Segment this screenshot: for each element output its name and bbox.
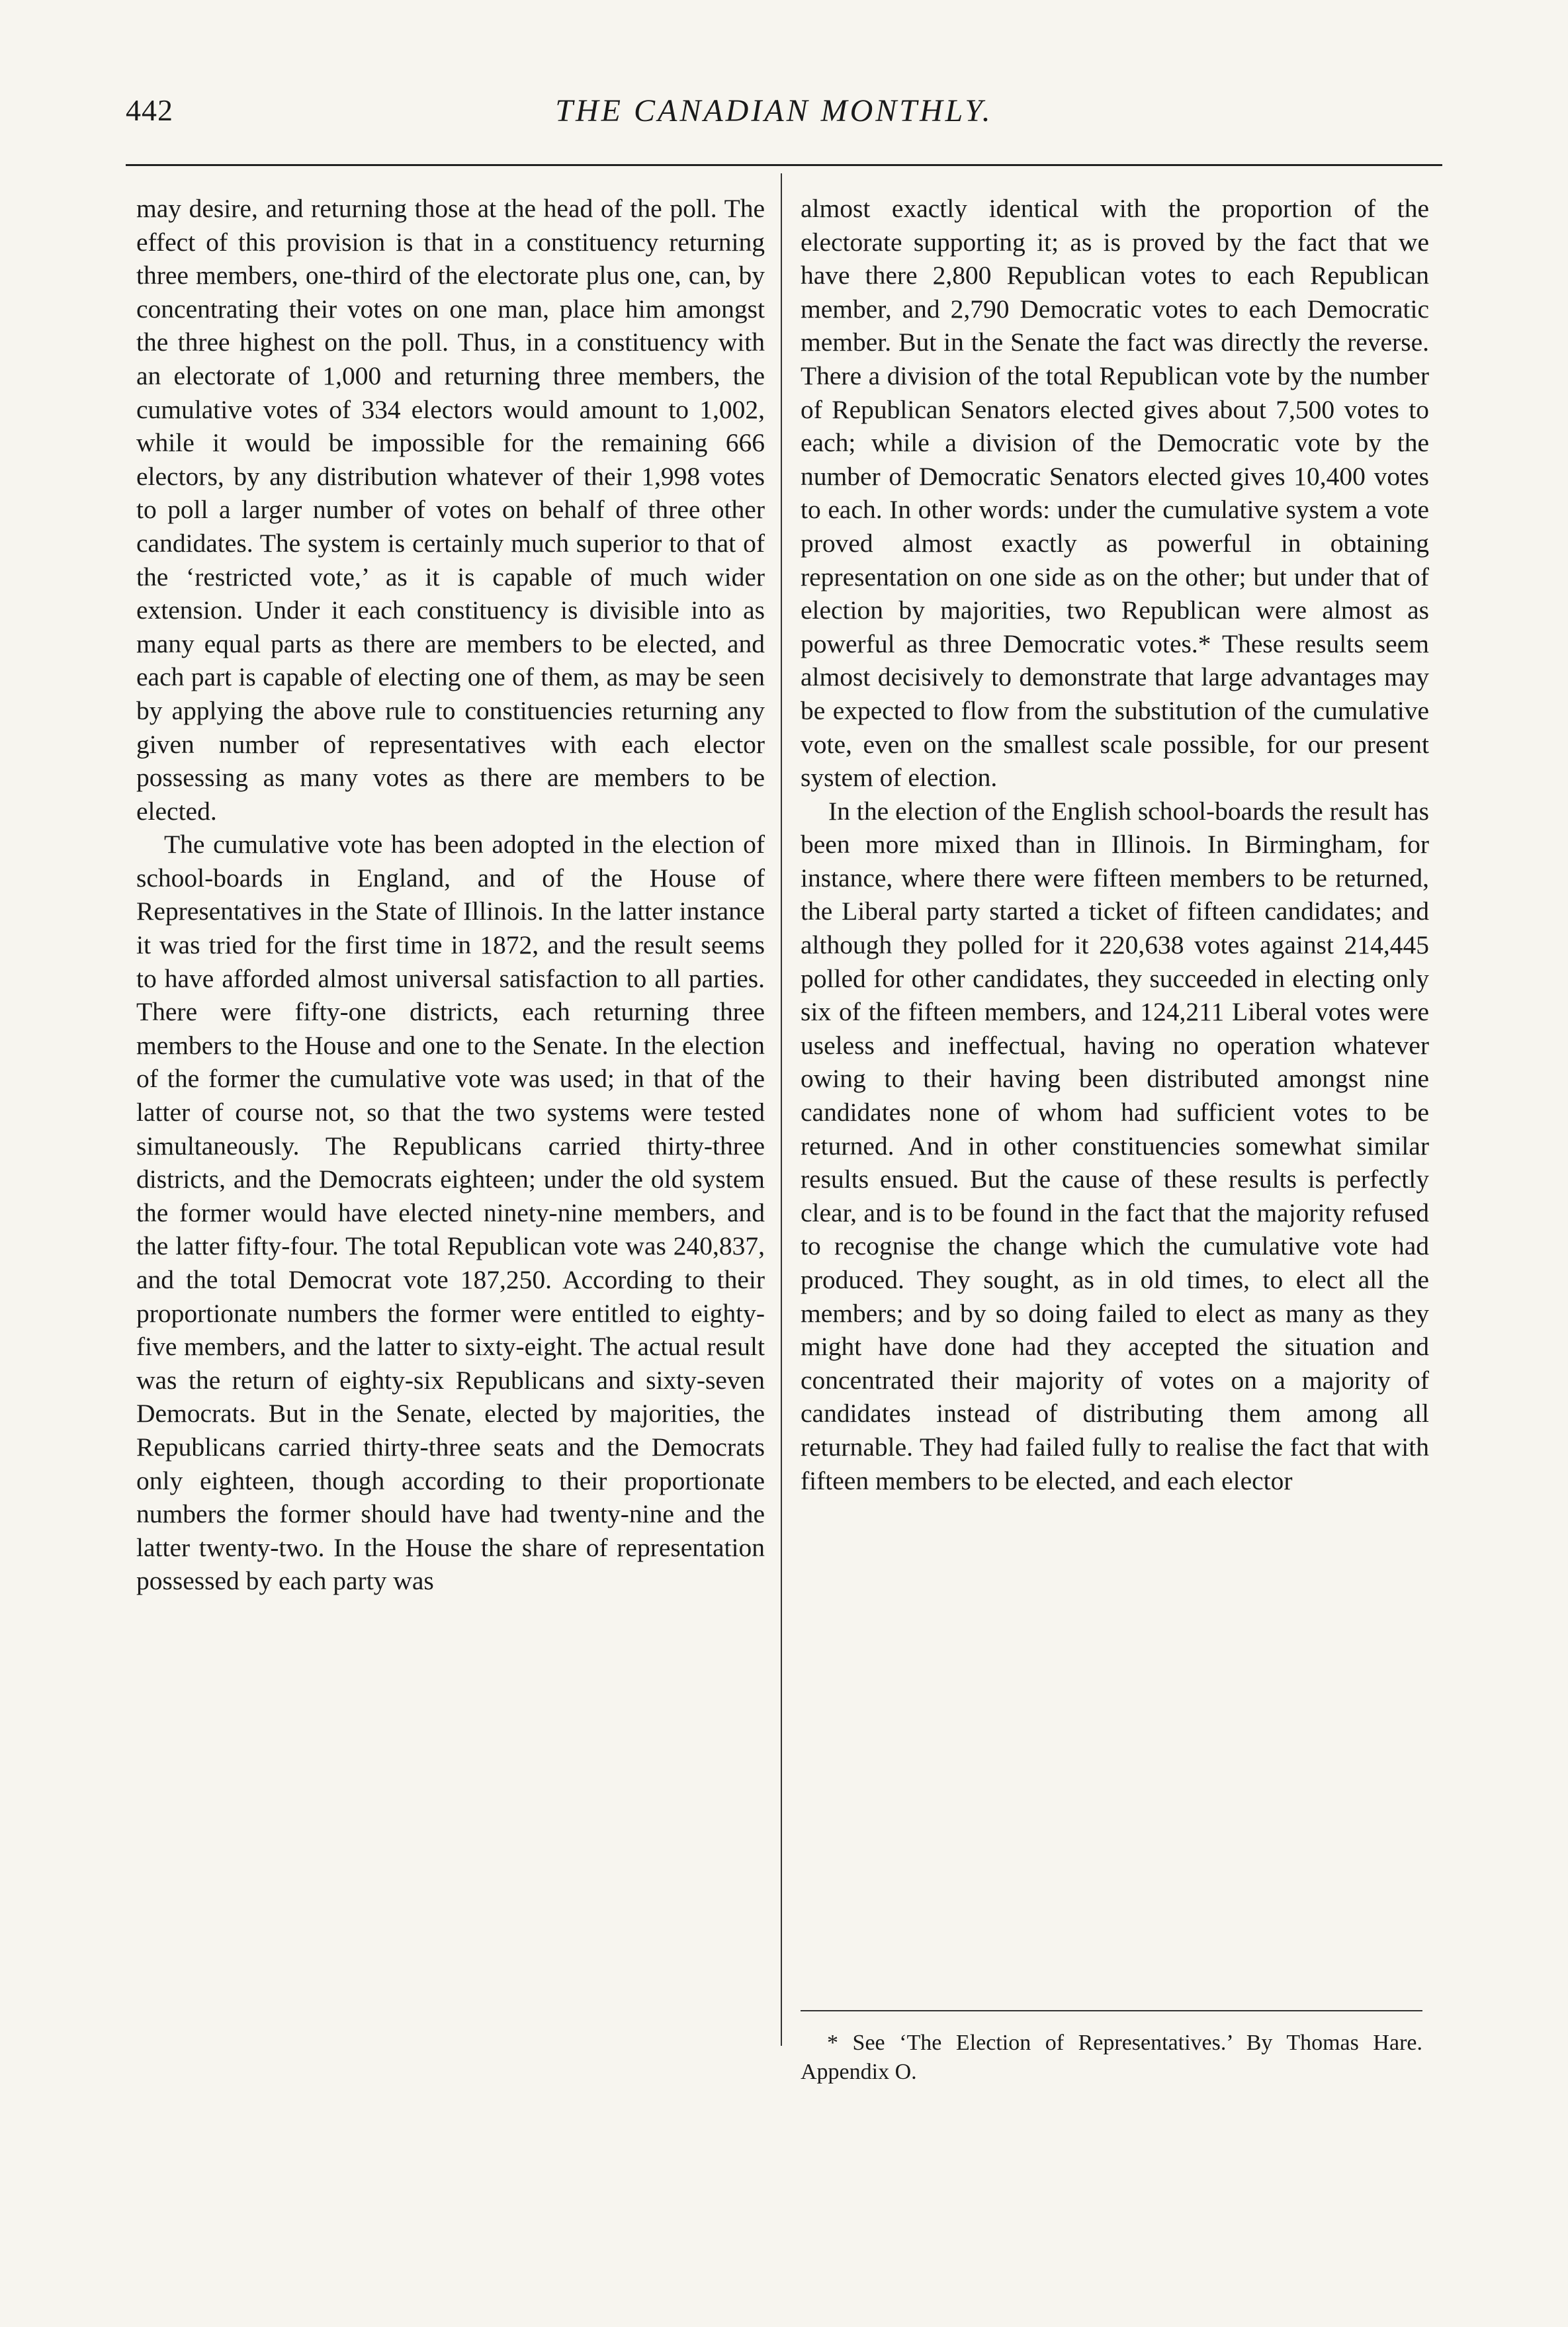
page-header	[126, 93, 1422, 146]
footnote-rule	[801, 2010, 1422, 2011]
left-column	[136, 192, 765, 1598]
right-paragraph-1: almost exactly identical with the proportion of the electorate supporting it; as is proved by the fact that we have there 2,800 Republican votes to each Republican member, and 2,790 Democratic votes to each Democratic member. But in the Senate the fact was directly the reverse. There a division of the total Republican vote by the number of Republican Senators elected gives about 7,500 votes to each; while a division of the Democratic vote by the number of Democratic Senators elected gives 10,400 votes to each. In other words: under the cumulative system a vote proved almost exactly as powerful in obtaining representation on one side as on the other; but under that of election by majorities, two Republican were almost as powerful as three Democratic votes.* These results seem almost decisively to demonstrate that large advantages may be expected to flow from the substitution of the cumulative vote, even on the smallest scale possible, for our present system of election.	[801, 194, 1429, 793]
footnote	[801, 2029, 1422, 2087]
right-paragraph-2: In the election of the English school-boards the result has been more mixed than in Illinois. In Birmingham, for instance, where there were fifteen members to be returned, the Liberal party started a ticket of fifteen candidates; and although they polled for it 220,638 votes against 214,445 polled for other candidates, they succeeded in electing only six of the fifteen members, and 124,211 Liberal votes were useless and ineffectual, having no operation whatever owing to their having been distributed amongst nine candidates none of whom had sufficient votes to be returned. And in other constituencies somewhat similar results ensued. But the cause of these results is perfectly clear, and is to be found in the fact that the majority refused to recognise the change which the cumulative vote had produced. They sought, as in old times, to elect all the members; and by so doing failed to elect as many as they might have done had they accepted the situation and concentrated their majority of votes on a majority of candidates instead of distributing them among all returnable. They had failed fully to realise the fact that with fifteen members to be elected, and each elector	[801, 796, 1429, 1495]
footnote-text: * See ‘The Election of Representatives.’ By Thomas Hare. Appendix O.	[801, 2031, 1422, 2084]
header-rule	[126, 164, 1442, 166]
page-number: 442	[126, 93, 173, 127]
left-paragraph-1: may desire, and returning those at the head of the poll. The effect of this provision is that in a constituency returning three members, one-third of the electorate plus one, can, by concentrating their votes on one man, place him amongst the three highest on the poll. Thus, in a constituency with an electorate of 1,000 and returning three members, the cumulative votes of 334 electors would amount to 1,002, while it would be impossible for the remaining 666 electors, by any distribution whatever of their 1,998 votes to poll a larger number of votes on behalf of three other candidates. The system is certainly much superior to that of the ‘restricted vote,’ as it is capable of much wider extension. Under it each constituency is divisible into as many equal parts as there are members to be elected, and each part is capable of electing one of them, as may be seen by applying the above rule to constituencies returning any given number of representatives with each elector possessing as many votes as there are members to be elected.	[136, 194, 765, 826]
column-divider	[781, 173, 782, 2046]
running-title: THE CANADIAN MONTHLY.	[555, 93, 993, 128]
right-column	[801, 192, 1429, 1497]
left-paragraph-2: The cumulative vote has been adopted in the election of school-boards in England, and of the House of Representatives in the State of Illinois. In the latter instance it was tried for the first time in 1872, and the result seems to have afforded almost universal satisfaction to all parties. There were fifty-one districts, each returning three members to the House and one to the Senate. In the election of the former the cumulative vote was used; in that of the latter of course not, so that the two systems were tested simultaneously. The Republicans carried thirty-three districts, and the Democrats eighteen; under the old system the former would have elected ninety-nine members, and the latter fifty-four. The total Republican vote was 240,837, and the total Democrat vote 187,250. According to their proportionate numbers the former were entitled to eighty-five members, and the latter to sixty-eight. The actual result was the return of eighty-six Republicans and sixty-seven Democrats. But in the Senate, elected by majorities, the Republicans carried thirty-three seats and the Democrats only eighteen, though according to their proportionate numbers the former should have had twenty-nine and the latter twenty-two. In the House the share of representation possessed by each party was	[136, 830, 765, 1596]
